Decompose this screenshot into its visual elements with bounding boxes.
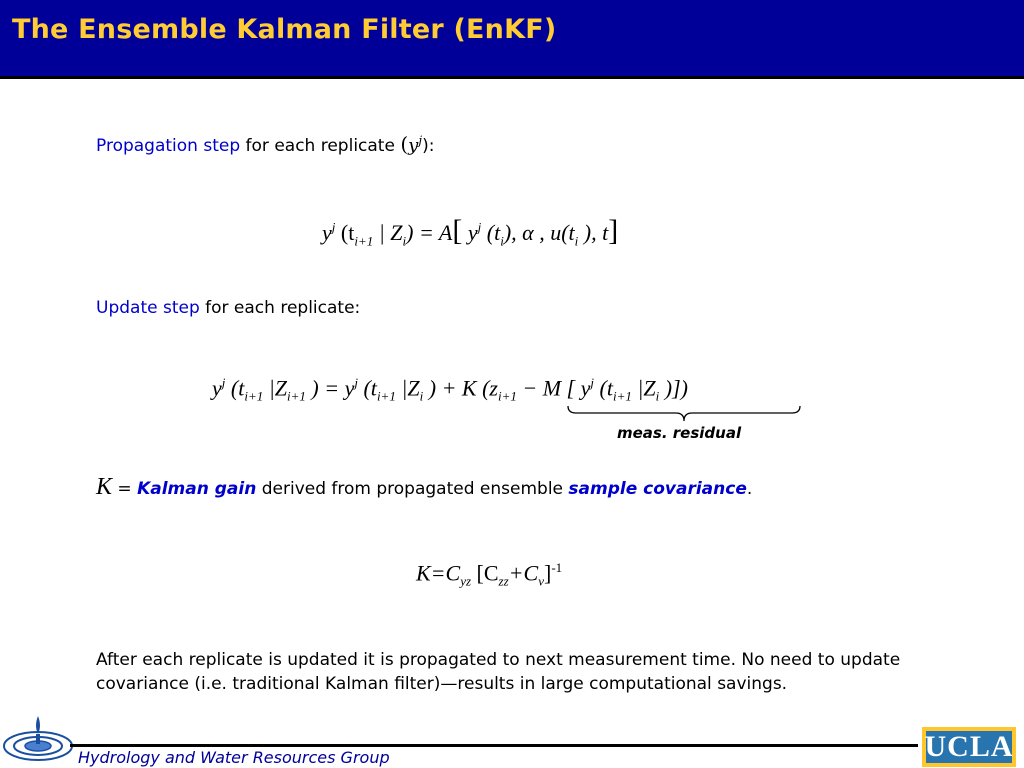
footer-group-name: Hydrology and Water Resources Group (78, 748, 390, 767)
sample-covariance-term: sample covariance (568, 479, 747, 499)
kalman-k: K (96, 474, 113, 500)
propagation-label: Propagation step (96, 136, 241, 156)
update-equation: $y^j$ ($t_{i+1}$ $|Z_{i+1}$ ) = $y^j$ ($t_{i+1}$ $|Z_i$ ) + K ($z_{i+1} - M$ [ $y^j$ ($t_{i+1}$ $|Z_i$ )]) (212, 375, 688, 404)
paren-open: ( (400, 132, 409, 156)
meas-residual-label: meas. residual (617, 424, 742, 442)
propagation-close: ): (422, 136, 435, 156)
propagation-line (96, 132, 434, 156)
update-line (96, 298, 360, 318)
footer-rule (70, 744, 918, 747)
slide-title: The Ensemble Kalman Filter (EnKF) (12, 14, 557, 45)
water-drop-logo-icon (2, 712, 74, 768)
title-rule (0, 76, 1024, 79)
update-text: for each replicate: (199, 298, 361, 318)
ucla-logo-text: UCLA (924, 730, 1014, 763)
kalman-gain-equation: $K=C_{yz}$ $[C_{zz}+C_v]^{-1}$ (416, 560, 563, 589)
title-bar (0, 0, 1024, 76)
propagation-sup: j (418, 133, 423, 148)
underbrace (566, 404, 802, 424)
propagation-var: y (408, 135, 419, 156)
summary-paragraph: After each replicate is updated it is propagated to next measurement time. No need to update covariance (i.e. traditional Kalman filter)—results in large computational savings. (96, 650, 901, 694)
propagation-equation: $y^j$ ($t_{i+1}$ | $Z_i) = A$[ $y^j$ $(t_i)$, α , $u(t_i$ ), t] (322, 214, 619, 249)
update-label: Update step (96, 298, 200, 318)
ucla-logo (922, 727, 1016, 767)
kalman-gain-term: Kalman gain (137, 479, 257, 499)
propagation-text: for each replicate (240, 136, 401, 156)
kalman-gain-line: K = Kalman gain derived from propagated ensemble sample covariance. (96, 474, 753, 500)
